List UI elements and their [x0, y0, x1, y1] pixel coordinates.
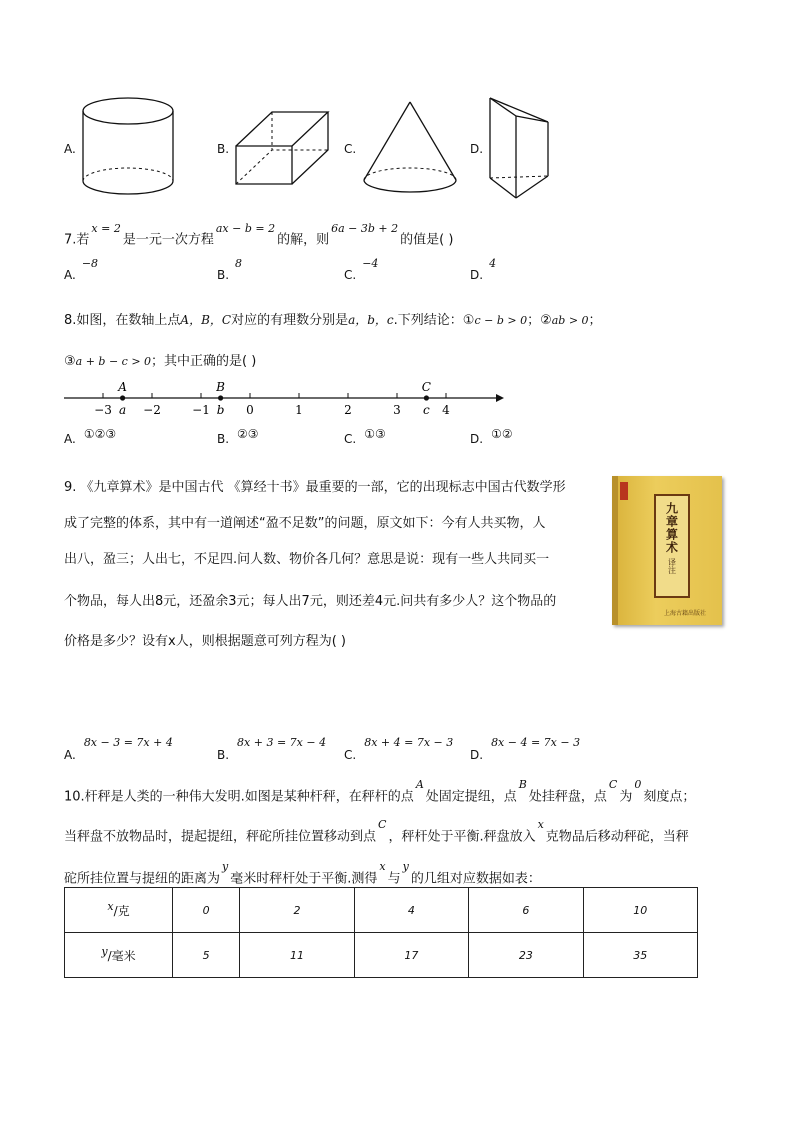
book-publisher: 上海古籍出版社 — [664, 610, 707, 617]
question-7-stem: 7.若$^{x = 2}$是一元一次方程$^{ax - b = 2}$的解，则$^{6a - 3b + 2}$的值是( ) — [64, 222, 454, 248]
question-8-stem-line2: ③a + b − c > 0；其中正确的是( ) — [64, 354, 257, 369]
question-9-line3: 出八，盈三；人出七，不足四.问人数、物价各几何？意思是说：现有一些人共同买一 — [64, 552, 550, 567]
tick-label: 1 — [295, 403, 303, 417]
point-var-a: a — [119, 403, 127, 417]
table-cell: 6 — [469, 888, 583, 933]
q9-option-c[interactable]: C.$^{8x + 4 = 7x - 3}$ — [344, 736, 454, 762]
cone-figure — [362, 100, 462, 195]
book-cover-image — [612, 476, 722, 625]
axis-arrow — [496, 394, 504, 402]
table-row-x — [65, 888, 698, 933]
tick-label: 2 — [344, 403, 352, 417]
number-line — [60, 376, 510, 421]
question-9-line2: 成了完整的体系，其中有一道阐述“盈不足数”的问题，原文如下：今有人共买物，人 — [64, 516, 546, 531]
tick-label: −1 — [192, 403, 210, 417]
q8-option-c[interactable]: C. ①③ — [344, 427, 386, 446]
table-cell: 17 — [354, 933, 468, 978]
q8-option-a[interactable]: A. ①②③ — [64, 427, 117, 446]
table-header-x: x/克 — [65, 888, 173, 933]
q8-option-d[interactable]: D. ①② — [470, 427, 513, 446]
table-cell: 10 — [583, 888, 697, 933]
tick-label: 3 — [393, 403, 401, 417]
q9-option-d[interactable]: D.$^{8x - 4 = 7x - 3}$ — [470, 736, 581, 762]
table-cell: 11 — [240, 933, 354, 978]
table-cell: 5 — [173, 933, 240, 978]
q7-option-b[interactable]: B.$^8$ — [217, 257, 243, 282]
table-cell: 2 — [240, 888, 354, 933]
table-cell: 0 — [173, 888, 240, 933]
option-a-label: A. — [64, 142, 76, 156]
point-label-b: B — [216, 380, 226, 394]
table-cell: 4 — [354, 888, 468, 933]
point-label-c: C — [421, 380, 431, 394]
q8-option-b[interactable]: B. ②③ — [217, 427, 259, 446]
question-8-stem-line1: 8.如图，在数轴上点A，B，C对应的有理数分别是a，b，c.下列结论：①c − b > 0；②ab > 0； — [64, 313, 602, 328]
option-d-label: D. — [470, 142, 484, 156]
q7-option-d[interactable]: D.$^4$ — [470, 257, 497, 282]
point-label-a: A — [118, 380, 127, 394]
tick-label: −2 — [143, 403, 161, 417]
table-row-y — [65, 933, 698, 978]
tick-label: 4 — [442, 403, 450, 417]
option-c-label: C. — [344, 142, 357, 156]
book-tag — [620, 482, 628, 500]
table-cell: 35 — [583, 933, 697, 978]
table-cell: 23 — [469, 933, 583, 978]
point-var-b: b — [216, 403, 225, 417]
question-9-line1: 9. 《九章算术》是中国古代 《算经十书》最重要的一部，它的出现标志中国古代数学形 — [64, 480, 566, 495]
point-b — [218, 395, 223, 400]
data-table — [64, 887, 698, 978]
triangular-prism-figure — [488, 96, 558, 202]
book-title: 九章算术 — [664, 502, 679, 554]
table-header-y: y/毫米 — [65, 933, 173, 978]
q9-option-b[interactable]: B.$^{8x + 3 = 7x - 4}$ — [217, 736, 327, 762]
q7-option-c[interactable]: C.$^{-4}$ — [344, 257, 379, 282]
tick-label: −3 — [94, 403, 112, 417]
book-subtitle: 译注 — [667, 558, 677, 574]
option-b-label: B. — [217, 142, 230, 156]
book-spine — [612, 476, 618, 625]
q9-option-a[interactable]: A.$^{8x - 3 = 7x + 4}$ — [64, 736, 173, 762]
cylinder-figure — [80, 95, 180, 200]
question-10-line3: 砣所挂位置与提纽的距离为$^y$毫米时秤杆处于平衡.测得$^x$与$^y$的几组对应数据如表： — [64, 860, 541, 887]
point-var-c: c — [423, 403, 430, 417]
q7-option-a[interactable]: A.$^{-8}$ — [64, 257, 99, 282]
question-9-line5: 价格是多少？设有x人，则根据题意可列方程为( ) — [64, 634, 346, 649]
point-a — [120, 395, 125, 400]
point-c — [424, 395, 429, 400]
question-9-line4: 个物品，每人出8元，还盈余3元；每人出7元，则还差4元.问共有多少人？这个物品的 — [64, 594, 557, 609]
book-title-box — [654, 494, 690, 598]
cuboid-figure — [232, 108, 342, 188]
question-10-line2: 当秤盘不放物品时，提起提纽，秤砣所挂位置移动到点$^C$，秤杆处于平衡.秤盘放入$^x$克物品后移动秤砣，当秤 — [64, 818, 689, 845]
tick-label: 0 — [246, 403, 254, 417]
question-10-line1: 10.杆秤是人类的一种伟大发明.如图是某种杆秤，在秤杆的点$^A$处固定提纽，点$^B$处挂秤盘，点$^C$为$^0$刻度点； — [64, 778, 696, 805]
